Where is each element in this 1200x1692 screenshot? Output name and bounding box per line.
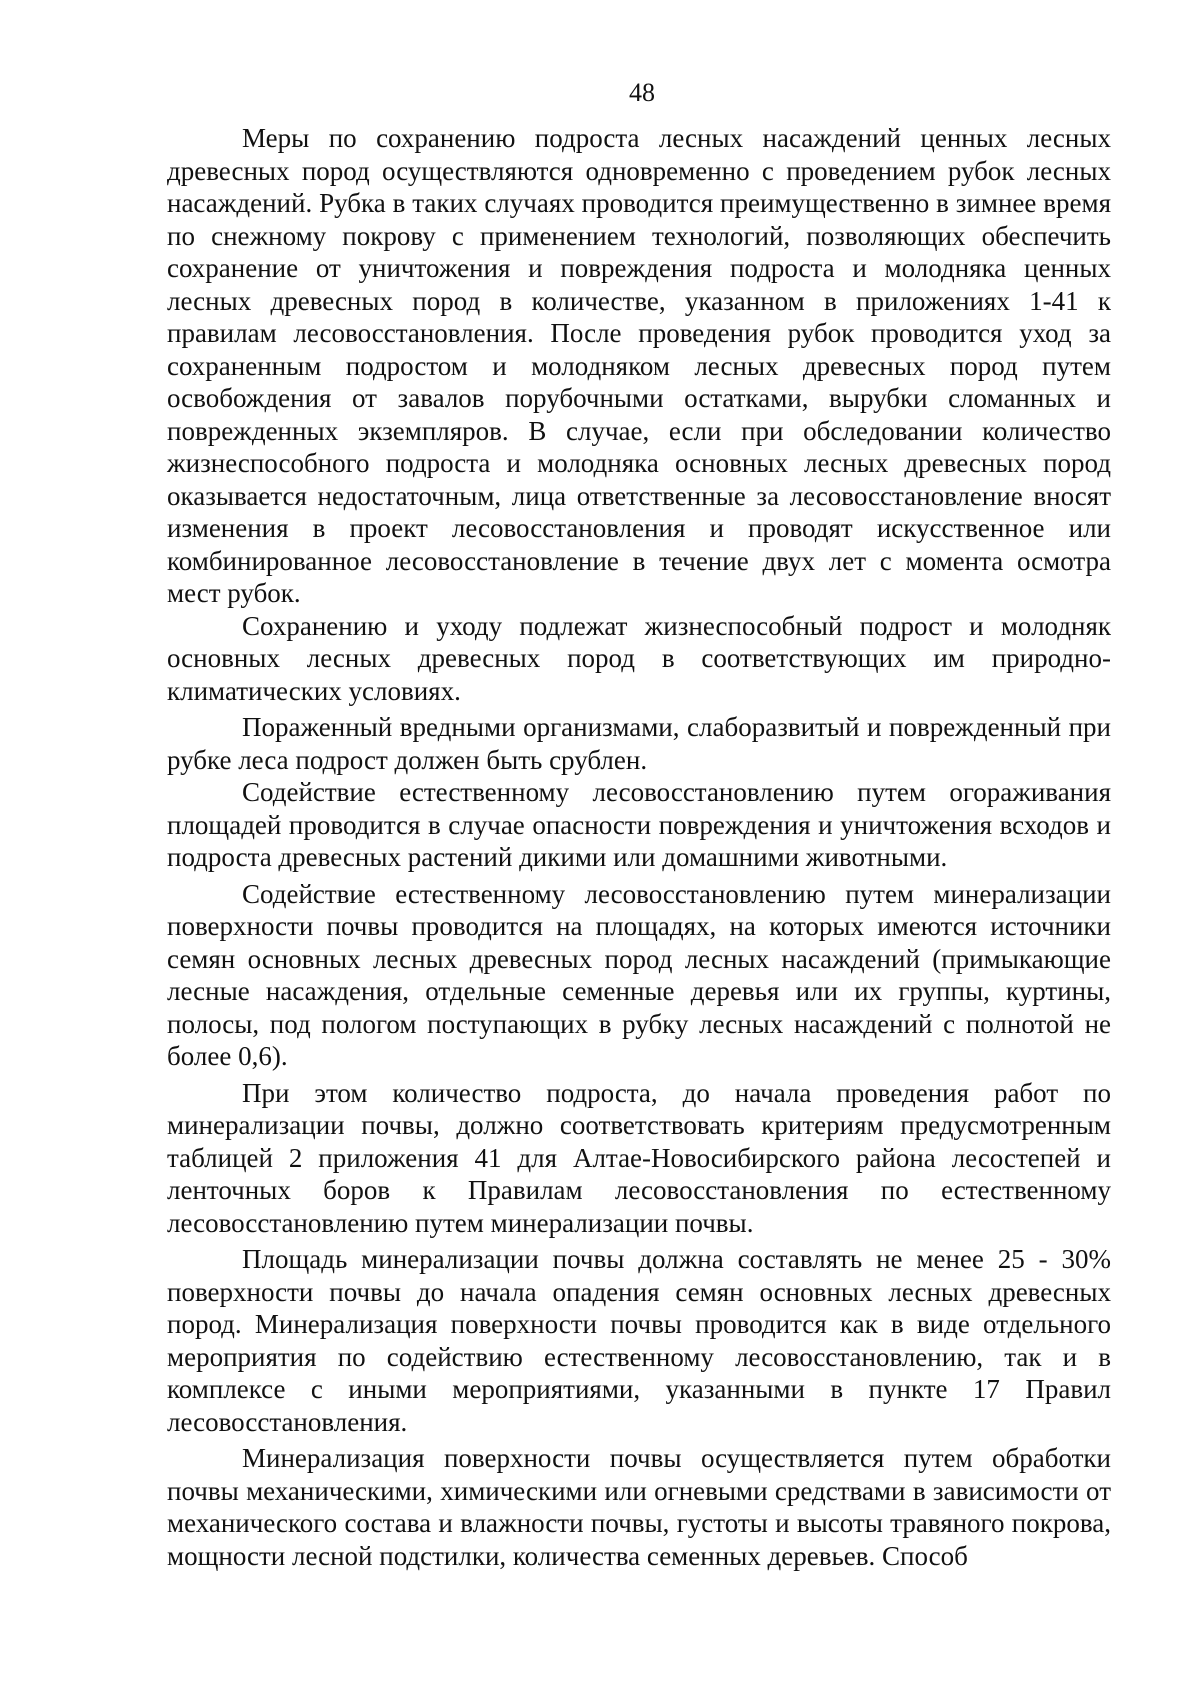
paragraph-5: Содействие естественному лесовосстановлению путем минерализации поверхности почвы проводится на площадях, на которых имеются источники семян основных лесных древесных пород лесных насаждений (примыкающие лесные насаждения, отдельные семенные деревья или их группы, куртины, полосы, под пологом поступающих в рубку лесных насаждений с полнотой не более 0,6). — [167, 878, 1111, 1071]
document-body — [167, 122, 1111, 1572]
paragraph-1: Меры по сохранению подроста лесных насаждений ценных лесных древесных пород осуществляются одновременно с проведением рубок лесных насаждений. Рубка в таких случаях проводится преимущественно в зимнее время по снежному покрову с применением технологий, позволяющих обеспечить сохранение от уничтожения и повреждения подроста и молодняка ценных лесных древесных пород в количестве, указанном в приложениях 1-41 к правилам лесовосстановления. После проведения рубок проводится уход за сохраненным подростом и молодняком лесных древесных пород путем освобождения от завалов порубочными остатками, вырубки сломанных и поврежденных экземпляров. В случае, если при обследовании количество жизнеспособного подроста и молодняка основных лесных древесных пород оказывается недостаточным, лица ответственные за лесовосстановление вносят изменения в проект лесовосстановления и проводят искусственное или комбинированное лесовосстановление в течение двух лет с момента осмотра мест рубок. — [167, 123, 1111, 608]
paragraph-4: Содействие естественному лесовосстановлению путем огораживания площадей проводится в случае опасности повреждения и уничтожения всходов и подроста древесных растений дикими или домашними животными. — [167, 777, 1111, 872]
paragraph-8: Минерализация поверхности почвы осуществляется путем обработки почвы механическими, химическими или огневыми средствами в зависимости от механического состава и влажности почвы, густоты и высоты травяного покрова, мощности лесной подстилки, количества семенных деревьев. Способ — [167, 1443, 1111, 1571]
paragraph-3: Пораженный вредными организмами, слаборазвитый и поврежденный при рубке леса подрост должен быть срублен. — [167, 712, 1111, 775]
paragraph-7: Площадь минерализации почвы должна составлять не менее 25 - 30% поверхности почвы до начала опадения семян основных лесных древесных пород. Минерализация поверхности почвы проводится как в виде отдельного мероприятия по содействию естественному лесовосстановлению, так и в комплексе с иными мероприятиями, указанными в пункте 17 Правил лесовосстановления. — [167, 1244, 1111, 1437]
paragraph-6: При этом количество подроста, до начала проведения работ по минерализации почвы, должно соответствовать критериям предусмотренным таблицей 2 приложения 41 для Алтае-Новосибирского района лесостепей и ленточных боров к Правилам лесовосстановления по естественному лесовосстановлению путем минерализации почвы. — [167, 1077, 1111, 1238]
paragraph-2: Сохранению и уходу подлежат жизнеспособный подрост и молодняк основных лесных древесных пород в соответствующих им природно-климатических условиях. — [167, 610, 1111, 706]
page-number: 48 — [629, 78, 655, 107]
